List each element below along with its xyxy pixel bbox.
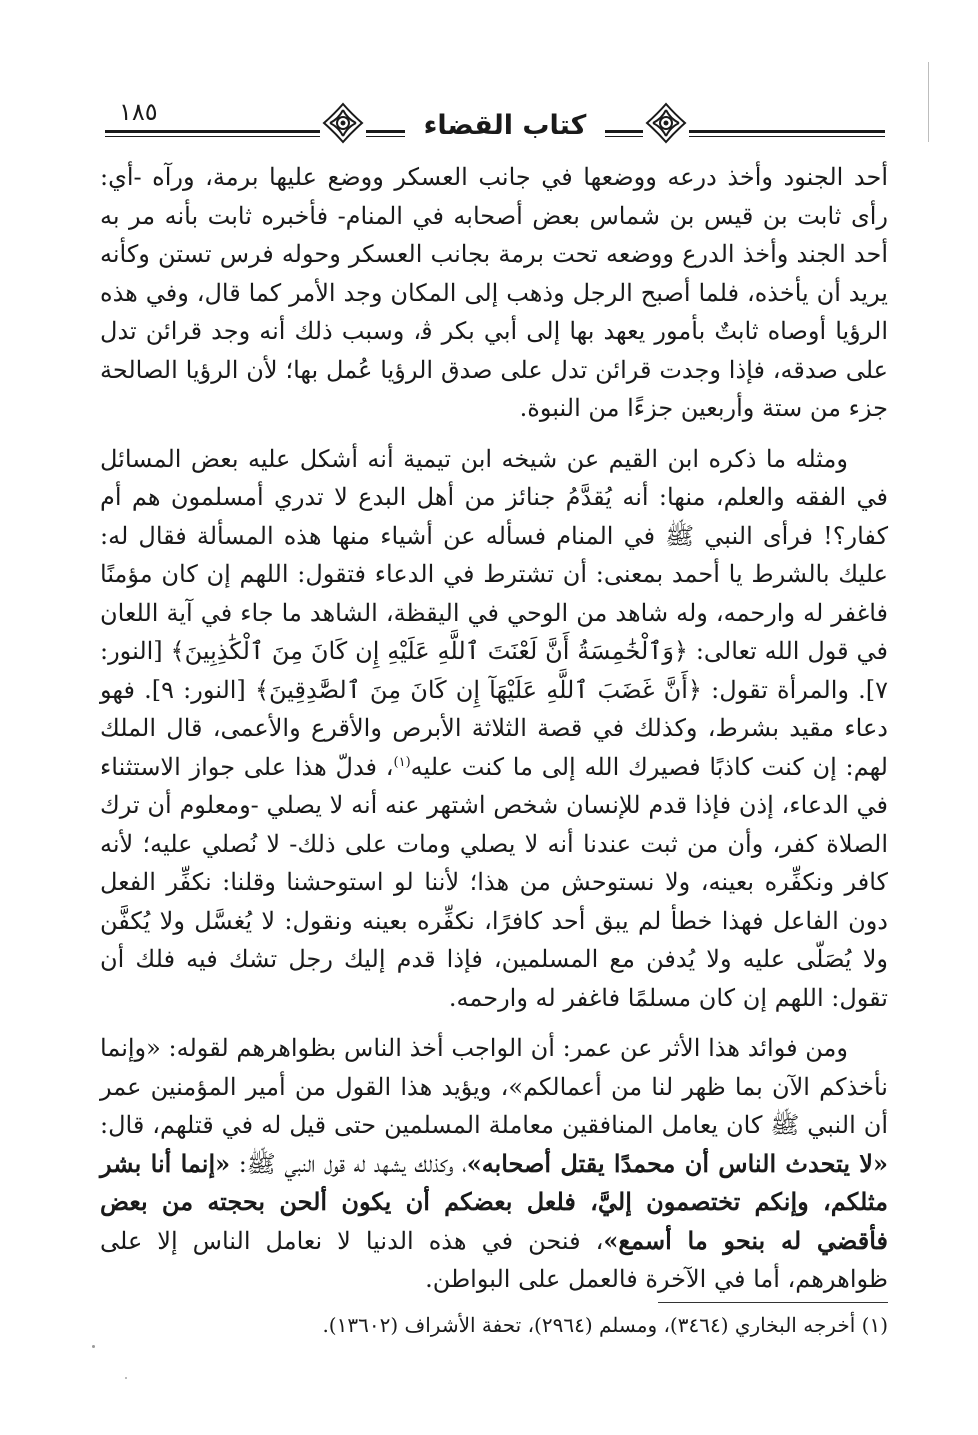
footnote-separator bbox=[658, 1302, 888, 1303]
page-edge-mark bbox=[928, 62, 935, 142]
main-text bbox=[100, 158, 888, 1311]
running-head-title: كتاب القضاء bbox=[405, 106, 605, 146]
paragraph-3-text-2: ، وكذلك يشهد له قول النبي ﷺ: bbox=[230, 1149, 467, 1178]
paragraph-2-text: ومثله ما ذكره ابن القيم عن شيخه ابن تيمية أنه أشكل عليه بعض المسائل في الفقه والعلم، منها: أنه يُقدَّمُ جنائز من أهل البدع لا تدري أمسلمون هم أم كفار؟! فرأى النبي ﷺ في المنام فسأله عن أشياء منها هذه المسألة فقال له: عليك بالشرط يا أحمد بمعنى: أن تشترط في الدعاء فتقول: اللهم إن كان مؤمنًا فاغفر له وارحمه، وله شاهد من الوحي في اليقظة، الشاهد ما جاء في آية اللعان في قول الله تعالى: ﴿وَٱلْخَٰمِسَةُ أَنَّ لَعْنَتَ ٱللَّهِ عَلَيْهِ إِن كَانَ مِنَ ٱلْكَٰذِبِينَ﴾ [النور: ٧]. والمرأة تقول: ﴿أَنَّ غَضَبَ ٱللَّهِ عَلَيْهَآ إِن كَانَ مِنَ ٱلصَّٰدِقِينَ﴾ [النور: ٩]. فهو دعاء مقيد بشرط، وكذلك في قصة الثلاثة الأبرص والأقرع والأعمى، قال الملك لهم: إن كنت كاذبًا فصيرك الله إلى ما كنت عليه bbox=[100, 444, 889, 781]
footnote-reference[interactable]: (١) bbox=[393, 754, 411, 770]
paragraph-3-text-1: ومن فوائد هذا الأثر عن عمر: أن الواجب أخذ الناس بظواهرهم لقوله: «وإنما نأخذكم الآن بما ظهر لنا من أعمالكم»، ويؤيد هذا القول من أمير المؤمنين عمر أن النبي ﷺ كان يعامل المنافقين معاملة المسلمين حتى قيل له في قتلهم، قال: bbox=[100, 1034, 888, 1139]
paragraph-2 bbox=[100, 440, 888, 1018]
hadith-quote-1: «لا يتحدث الناس أن محمدًا يقتل أصحابه» bbox=[466, 1148, 888, 1178]
hadith-quote-2: «إنما أنا بشر مثلكم، وإنكم تختصمون إليَّ، فلعل بعضكم أن يكون ألحن بحجته من بعض فأقضي له بنحو ما أسمع» bbox=[100, 1148, 888, 1255]
scan-speck bbox=[125, 1377, 127, 1379]
scan-speck bbox=[92, 1345, 95, 1348]
floral-ornament-icon bbox=[643, 100, 689, 146]
paragraph-3-text-3: ، فنحن في هذه الدنيا لا نعامل الناس إلا على ظواهرهم، أما في الآخرة فالعمل على البواطن. bbox=[100, 1226, 888, 1293]
floral-ornament-icon bbox=[320, 100, 366, 146]
page-header bbox=[105, 96, 885, 150]
page-number: ١٨٥ bbox=[113, 98, 164, 126]
paragraph-2-text-continued: ، فدلّ هذا على جواز الاستثناء في الدعاء، إذن فإذا قدم للإنسان شخص اشتهر عنه أنه لا يصلي -ومعلوم أن ترك الصلاة كفر، وأن من ثبت عندنا أنه لا يصلي ومات على ذلك- لا نُصلي عليه؛ لأنه كافر ونكفِّره بعينه، ولا نستوحش من هذا؛ لأننا لو استوحشنا وقلنا: نكفِّر الفعل دون الفاعل فهذا خطأ لم يبق أحد كافرًا، نكفِّره بعينه ونقول: لا يُغسَّل ولا يُكفَّن ولا يُصَلّى عليه ولا يُدفن مع المسلمين، فإذا قدم إليك رجل تشك فيه فلك أن تقول: اللهم إن كان مسلمًا فاغفر له وارحمه. bbox=[100, 752, 889, 1012]
paragraph-3 bbox=[100, 1029, 888, 1299]
paragraph-1: أحد الجنود وأخذ درعه ووضعها في جانب العسكر ووضع عليها برمة، ورآه -أي: رأى ثابت بن قيس بن شماس بعض أصحابه في المنام- فأخبره ثابت بأنه مر به أحد الجند وأخذ الدرع ووضعه تحت برمة بجانب العسكر وحوله فرس تستن وكأنه يريد أن يأخذه، فلما أصبح الرجل وذهب إلى المكان وجد الأمر كما قال، وفي هذه الرؤيا أوصاه ثابتٌ بأمور يعهد بها إلى أبي بكر ﭬ، وسبب ذلك أنه وجد قرائن تدل على صدقه، فإذا وجدت قرائن تدل على صدق الرؤيا عُمل بها؛ لأن الرؤيا الصالحة جزء من ستة وأربعين جزءًا من النبوة. bbox=[100, 163, 888, 422]
footnote-1: (١) أخرجه البخاري (٣٤٦٤)، ومسلم (٢٩٦٤)، تحفة الأشراف (١٣٦٠٢). bbox=[322, 1313, 888, 1337]
